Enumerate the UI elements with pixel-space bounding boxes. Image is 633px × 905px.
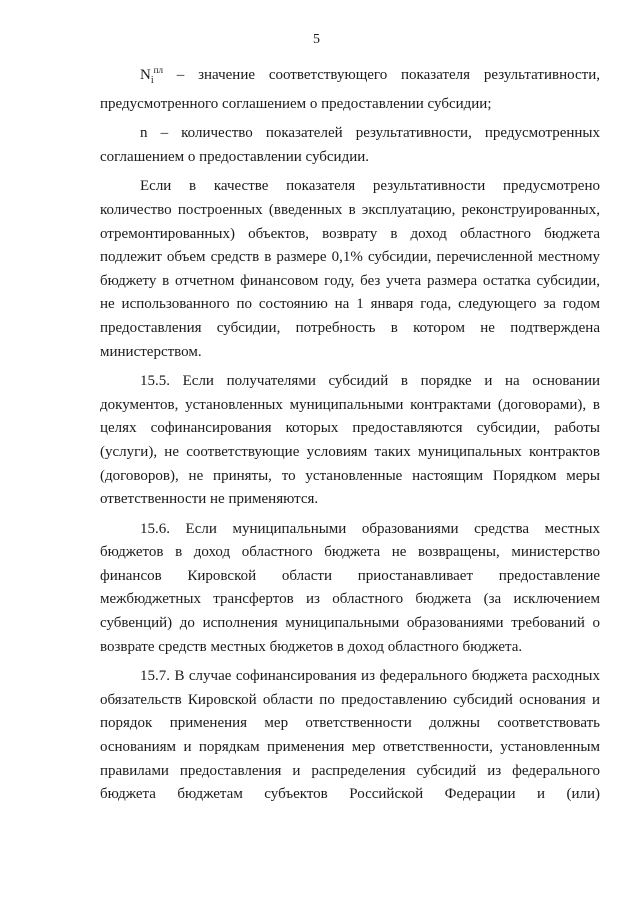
paragraph-15-6: 15.6. Если муниципальными образованиями средства местных бюджетов в доход областного бюджета не возвращены, министерство финансов Кировской области приостанавливает предоставление межбюджетных трансфертов из областного бюджета (за исключением субвенций) до исполнения муниципальными образованиями требований о возврате средств местных бюджетов в доход областного бюджета. <box>100 520 600 655</box>
definition-n-i <box>100 64 600 116</box>
n-i-text: – значение соответствующего показателя результативности, предусмотренного соглашением о предоставлении субсидии; <box>100 67 600 112</box>
document-body <box>100 64 600 807</box>
n-i-symbol <box>140 65 163 86</box>
n-i-var: N <box>140 67 151 83</box>
paragraph-if: Если в качестве показателя результативности предусмотрено количество построенных (введенных в эксплуатацию, реконструированных, отремонтированных) объектов, возврату в доход областного бюджета подлежит объем средств в размере 0,1% субсидии, перечисленной местному бюджету в отчетном финансовом году, без учета размера остатка субсидии, не использованного по состоянию на 1 января года, следующего за годом предоставления субсидии, потребность в котором не подтверждена министерством. <box>100 178 600 360</box>
n-i-superscript: пл <box>153 65 163 75</box>
page-number: 5 <box>313 32 320 47</box>
definition-n: n – количество показателей результативности, предусмотренных соглашением о предоставлении субсидии. <box>100 125 600 165</box>
paragraph-15-7: 15.7. В случае софинансирования из федерального бюджета расходных обязательств Кировской области по предоставлению субсидий основания и порядок применения мер ответственности должны соответствовать основаниям и порядкам применения мер ответственности, установленным правилами предоставления и распределения субсидий из федерального бюджета бюджетам субъектов Российской Федерации и (или) <box>100 668 600 803</box>
paragraph-15-5: 15.5. Если получателями субсидий в порядке и на основании документов, установленных муниципальными контрактами (договорами), в целях софинансирования которых предоставляются субсидии, работы (услуги), не соответствующие условиям таких муниципальных контрактов (договоров), не приняты, то установленные настоящим Порядком меры ответственности не применяются. <box>100 373 600 508</box>
n-i-subscript: i <box>150 75 154 86</box>
